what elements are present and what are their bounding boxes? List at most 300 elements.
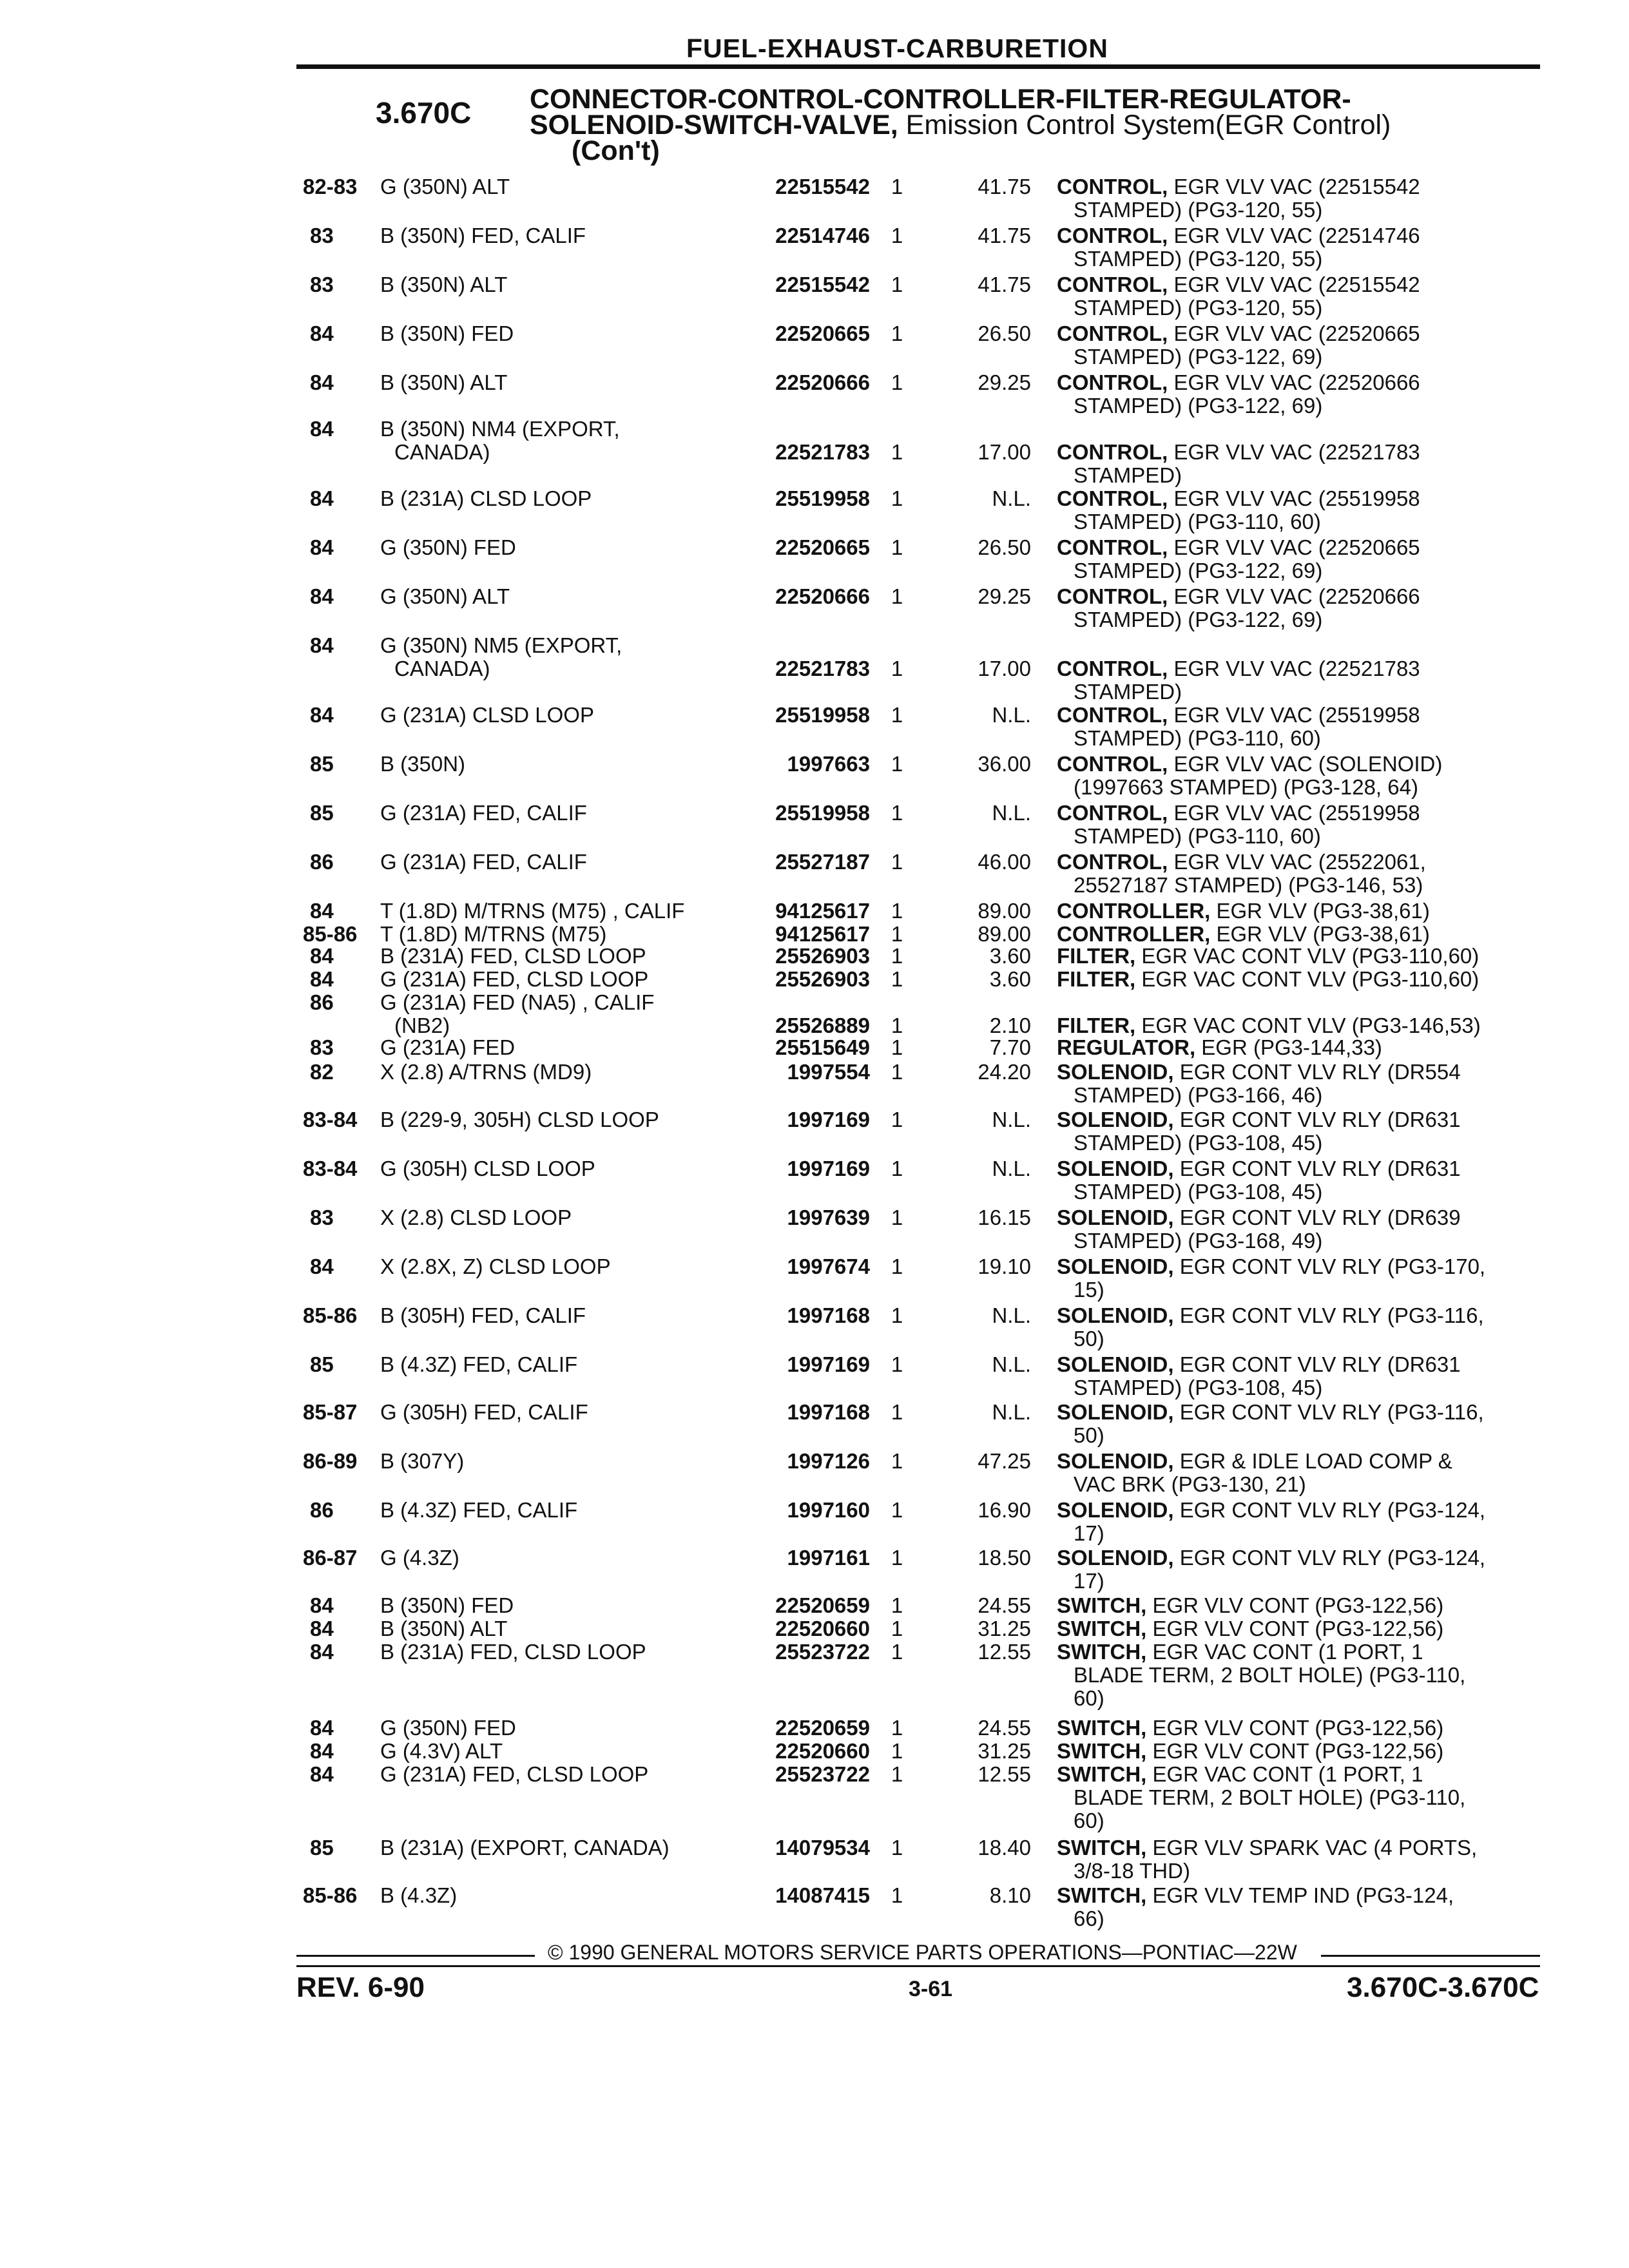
part-type: SOLENOID, (1057, 1206, 1174, 1229)
description-line1: EGR VLV TEMP IND (PG3-124, (1146, 1884, 1454, 1907)
quantity: 1 (891, 752, 903, 776)
part-type: CONTROL, (1057, 224, 1168, 247)
model-year: 83 (310, 224, 334, 247)
part-type: SOLENOID, (1057, 1061, 1174, 1084)
description-line1: EGR VAC CONT VLV (PG3-110,60) (1135, 968, 1480, 991)
part-type: SWITCH, (1057, 1763, 1147, 1786)
price: 12.55 (978, 1640, 1031, 1664)
price: 89.00 (978, 922, 1031, 946)
model-year: 84 (310, 1593, 334, 1617)
part-description (1057, 1836, 1534, 1883)
price: 19.10 (978, 1254, 1031, 1278)
model-usage (380, 1594, 715, 1617)
price: 29.25 (978, 370, 1031, 394)
quantity: 1 (891, 1498, 903, 1522)
part-number: 22520666 (775, 584, 870, 608)
price: 47.25 (978, 1449, 1031, 1473)
part-description (1057, 1740, 1534, 1763)
description-line1: EGR VLV VAC (25522061, (1168, 850, 1426, 874)
model-usage-line1: X (2.8) CLSD LOOP (380, 1206, 572, 1229)
page-number: 3-61 (909, 1977, 953, 2001)
part-description (1057, 1036, 1534, 1059)
model-usage-line1: G (350N) ALT (380, 175, 510, 198)
quantity: 1 (891, 1546, 903, 1570)
quantity: 1 (891, 922, 903, 946)
part-type: CONTROL, (1057, 487, 1168, 510)
part-number: 1997554 (787, 1060, 870, 1084)
quantity: 1 (891, 1836, 903, 1860)
model-year: 84 (310, 417, 334, 441)
model-usage (380, 1716, 715, 1740)
part-number: 22521783 (775, 440, 870, 464)
price: 26.50 (978, 322, 1031, 345)
model-usage (380, 1499, 715, 1522)
model-year: 85 (310, 752, 334, 776)
quantity: 1 (891, 1014, 903, 1037)
description-line2: 25527187 STAMPED) (PG3-146, 53) (1074, 873, 1423, 897)
part-description (1057, 1499, 1534, 1545)
part-number: 25526903 (775, 967, 870, 991)
price: 17.00 (978, 440, 1031, 464)
model-usage (380, 536, 715, 559)
part-number: 22520660 (775, 1739, 870, 1763)
part-description (1057, 753, 1534, 799)
quantity: 1 (891, 486, 903, 510)
price: 16.90 (978, 1498, 1031, 1522)
part-number: 14079534 (775, 1836, 870, 1860)
model-usage (380, 1304, 715, 1327)
part-number: 25519958 (775, 486, 870, 510)
model-year: 84 (310, 535, 334, 559)
part-type: SWITCH, (1057, 1884, 1147, 1907)
model-usage-line1: G (305H) CLSD LOOP (380, 1157, 595, 1180)
quantity: 1 (891, 1716, 903, 1740)
price: N.L. (992, 1400, 1031, 1424)
model-year: 85-87 (303, 1400, 358, 1424)
quantity: 1 (891, 1352, 903, 1376)
model-usage (380, 273, 715, 296)
part-number: 94125617 (775, 922, 870, 946)
description-line2: STAMPED) (PG3-122, 69) (1074, 559, 1323, 582)
part-description (1057, 1546, 1534, 1593)
part-type: SWITCH, (1057, 1594, 1147, 1617)
part-type: CONTROLLER, (1057, 923, 1211, 946)
price: 12.55 (978, 1762, 1031, 1786)
model-usage-line1: G (4.3Z) (380, 1546, 459, 1570)
model-usage-line1: G (305H) FED, CALIF (380, 1401, 588, 1424)
part-type: SWITCH, (1057, 1617, 1147, 1640)
copyright-notice: © 1990 GENERAL MOTORS SERVICE PARTS OPERATIONS—PONTIAC—22W (548, 1941, 1297, 1964)
price: N.L. (992, 1157, 1031, 1180)
section-title-line3: (Con't) (572, 135, 660, 166)
price: N.L. (992, 703, 1031, 727)
model-year: 84 (310, 370, 334, 394)
model-year: 84 (310, 1739, 334, 1763)
price: 41.75 (978, 224, 1031, 247)
quantity: 1 (891, 1303, 903, 1327)
model-year: 84 (310, 967, 334, 991)
price: 16.15 (978, 1206, 1031, 1229)
model-usage (380, 991, 715, 1037)
part-description (1057, 1108, 1534, 1155)
price: 7.70 (989, 1035, 1031, 1059)
part-number: 22520660 (775, 1617, 870, 1640)
part-description (1057, 923, 1534, 946)
part-type: CONTROL, (1057, 441, 1168, 464)
description-line1: EGR VLV CONT (PG3-122,56) (1146, 1716, 1444, 1740)
model-usage (380, 1836, 715, 1860)
part-number: 22520659 (775, 1716, 870, 1740)
model-year: 85-86 (303, 922, 358, 946)
model-usage (380, 1740, 715, 1763)
part-description (1057, 1450, 1534, 1496)
description-line2: STAMPED) (PG3-120, 55) (1074, 247, 1323, 271)
model-usage-line1: B (350N) ALT (380, 1617, 508, 1640)
part-number: 25519958 (775, 703, 870, 727)
part-number: 25515649 (775, 1035, 870, 1059)
model-usage (380, 634, 715, 680)
price: 41.75 (978, 175, 1031, 198)
description-line1: EGR CONT VLV RLY (DR639 (1173, 1206, 1461, 1229)
part-type: SWITCH, (1057, 1716, 1147, 1740)
part-number: 1997169 (787, 1157, 870, 1180)
price: N.L. (992, 486, 1031, 510)
part-number: 25519958 (775, 801, 870, 825)
part-number: 1997674 (787, 1254, 870, 1278)
part-description (1057, 1884, 1534, 1930)
part-description (1057, 441, 1534, 487)
part-type: CONTROLLER, (1057, 899, 1211, 923)
quantity: 1 (891, 440, 903, 464)
footer-divider-left (296, 1955, 535, 1957)
part-number: 22521783 (775, 657, 870, 680)
model-usage (380, 224, 715, 247)
quantity: 1 (891, 370, 903, 394)
quantity: 1 (891, 1739, 903, 1763)
model-usage-line1: B (231A) FED, CLSD LOOP (380, 1640, 646, 1664)
description-line2: VAC BRK (PG3-130, 21) (1074, 1472, 1306, 1496)
part-description (1057, 1617, 1534, 1640)
description-line2: STAMPED) (PG3-122, 69) (1074, 394, 1323, 418)
description-line1: EGR VLV CONT (PG3-122,56) (1146, 1740, 1444, 1763)
part-type: SWITCH, (1057, 1640, 1147, 1664)
model-usage-line2: CANADA) (394, 440, 490, 464)
description-line1: EGR VLV VAC (22515542 (1168, 273, 1420, 296)
description-line2: STAMPED) (PG3-110, 60) (1074, 726, 1321, 750)
part-type: FILTER, (1057, 968, 1136, 991)
quantity: 1 (891, 944, 903, 968)
footer-divider (296, 1965, 1540, 1967)
model-usage-line1: G (350N) FED (380, 536, 516, 559)
description-line1: EGR VLV VAC (22515542 (1168, 175, 1420, 198)
model-year: 85-86 (303, 1883, 358, 1907)
model-year: 85 (310, 1836, 334, 1860)
part-type: CONTROL, (1057, 850, 1168, 874)
description-line1: EGR VLV VAC (22521783 (1168, 441, 1420, 464)
model-usage-line1: G (4.3V) ALT (380, 1740, 503, 1763)
part-number: 22515542 (775, 273, 870, 296)
description-line1: EGR VLV (PG3-38,61) (1210, 923, 1430, 946)
model-usage (380, 1255, 715, 1278)
model-usage (380, 1640, 715, 1664)
model-year: 83-84 (303, 1157, 358, 1180)
price: 3.60 (989, 944, 1031, 968)
description-line2: STAMPED) (PG3-120, 55) (1074, 296, 1323, 320)
model-year: 84 (310, 486, 334, 510)
description-line1: EGR CONT VLV RLY (DR631 (1173, 1157, 1461, 1180)
model-usage (380, 1036, 715, 1059)
description-line1: EGR & IDLE LOAD COMP & (1173, 1450, 1452, 1473)
part-description (1057, 1157, 1534, 1204)
part-number: 94125617 (775, 899, 870, 923)
model-year: 83 (310, 1206, 334, 1229)
quantity: 1 (891, 322, 903, 345)
part-number: 1997160 (787, 1498, 870, 1522)
model-year: 83 (310, 273, 334, 296)
model-usage (380, 802, 715, 825)
quantity: 1 (891, 1060, 903, 1084)
description-line1: EGR VLV SPARK VAC (4 PORTS, (1146, 1836, 1478, 1860)
part-type: CONTROL, (1057, 322, 1168, 345)
description-line1: EGR CONT VLV RLY (PG3-124, (1173, 1499, 1486, 1522)
part-description (1057, 1401, 1534, 1447)
model-usage-line1: B (4.3Z) FED, CALIF (380, 1353, 578, 1376)
description-line1: EGR VLV CONT (PG3-122,56) (1146, 1594, 1444, 1617)
model-usage-line1: B (231A) (EXPORT, CANADA) (380, 1836, 670, 1860)
model-usage-line1: B (4.3Z) (380, 1884, 458, 1907)
quantity: 1 (891, 1254, 903, 1278)
model-usage-line1: G (231A) FED, CLSD LOOP (380, 1763, 649, 1786)
part-type: FILTER, (1057, 945, 1136, 968)
price: 18.40 (978, 1836, 1031, 1860)
price: 3.60 (989, 967, 1031, 991)
model-year: 86-87 (303, 1546, 358, 1570)
price: N.L. (992, 1303, 1031, 1327)
section-title-line1: CONNECTOR-CONTROL-CONTROLLER-FILTER-REGULATOR- (530, 84, 1351, 115)
part-description (1057, 273, 1534, 320)
model-year: 84 (310, 1762, 334, 1786)
description-line1: EGR VLV VAC (22520665 (1168, 322, 1420, 345)
part-description (1057, 704, 1534, 750)
part-type: CONTROL, (1057, 802, 1168, 825)
price: 24.20 (978, 1060, 1031, 1084)
description-line3: 60) (1074, 1686, 1104, 1710)
description-line2: STAMPED) (PG3-110, 60) (1074, 510, 1321, 533)
part-number: 22520665 (775, 322, 870, 345)
description-line2: 15) (1074, 1278, 1104, 1302)
price: N.L. (992, 1352, 1031, 1376)
quantity: 1 (891, 801, 903, 825)
price: 41.75 (978, 273, 1031, 296)
part-number: 22520665 (775, 535, 870, 559)
description-line2: STAMPED) (PG3-108, 45) (1074, 1180, 1323, 1204)
quantity: 1 (891, 584, 903, 608)
model-usage (380, 945, 715, 968)
part-description (1057, 1255, 1534, 1302)
description-line1: EGR VAC CONT VLV (PG3-146,53) (1135, 1014, 1481, 1037)
part-description (1057, 899, 1534, 923)
model-year: 86 (310, 990, 334, 1014)
model-usage-line1: T (1.8D) M/TRNS (M75) , CALIF (380, 899, 685, 923)
description-line2: STAMPED) (PG3-108, 45) (1074, 1376, 1323, 1399)
model-usage-line1: G (231A) FED, CALIF (380, 802, 587, 825)
price: 46.00 (978, 850, 1031, 874)
price: 36.00 (978, 752, 1031, 776)
model-year: 86-89 (303, 1449, 358, 1473)
model-usage (380, 371, 715, 394)
model-usage (380, 899, 715, 923)
price: 31.25 (978, 1739, 1031, 1763)
part-description (1057, 224, 1534, 271)
model-year: 84 (310, 944, 334, 968)
model-year: 86 (310, 1498, 334, 1522)
description-line1: EGR VLV VAC (22520666 (1168, 371, 1420, 394)
description-line1: EGR VLV VAC (SOLENOID) (1168, 753, 1443, 776)
part-description (1057, 1594, 1534, 1617)
description-line2: STAMPED) (PG3-166, 46) (1074, 1083, 1323, 1107)
model-usage (380, 1450, 715, 1473)
quantity: 1 (891, 1035, 903, 1059)
model-year: 84 (310, 1716, 334, 1740)
model-usage (380, 1617, 715, 1640)
model-usage-line1: G (231A) FED, CALIF (380, 850, 587, 874)
part-type: SOLENOID, (1057, 1304, 1174, 1327)
part-number: 1997169 (787, 1108, 870, 1131)
model-usage-line1: X (2.8) A/TRNS (MD9) (380, 1061, 592, 1084)
part-type: SOLENOID, (1057, 1108, 1174, 1131)
description-line2: BLADE TERM, 2 BOLT HOLE) (PG3-110, (1074, 1663, 1466, 1687)
part-type: SWITCH, (1057, 1836, 1147, 1860)
part-description (1057, 585, 1534, 631)
model-year: 85 (310, 801, 334, 825)
description-line2: 50) (1074, 1423, 1104, 1447)
model-year: 84 (310, 1254, 334, 1278)
price: 31.25 (978, 1617, 1031, 1640)
model-usage-line1: B (4.3Z) FED, CALIF (380, 1499, 578, 1522)
description-line1: EGR VLV CONT (PG3-122,56) (1146, 1617, 1444, 1640)
description-line2: BLADE TERM, 2 BOLT HOLE) (PG3-110, (1074, 1785, 1466, 1809)
part-type: REGULATOR, (1057, 1036, 1196, 1059)
part-type: CONTROL, (1057, 704, 1168, 727)
part-type: CONTROL, (1057, 175, 1168, 198)
quantity: 1 (891, 850, 903, 874)
model-year: 84 (310, 633, 334, 657)
description-line1: EGR CONT VLV RLY (DR631 (1173, 1108, 1461, 1131)
part-description (1057, 536, 1534, 582)
part-number: 1997161 (787, 1546, 870, 1570)
model-usage (380, 753, 715, 776)
part-type: CONTROL, (1057, 273, 1168, 296)
quantity: 1 (891, 535, 903, 559)
description-line1: EGR VAC CONT VLV (PG3-110,60) (1135, 945, 1480, 968)
part-description (1057, 1014, 1534, 1037)
model-year: 86 (310, 850, 334, 874)
description-line1: EGR VLV VAC (25519958 (1168, 487, 1420, 510)
description-line1: EGR VAC CONT (1 PORT, 1 (1146, 1763, 1423, 1786)
description-line2: STAMPED) (PG3-110, 60) (1074, 824, 1321, 848)
description-line1: EGR CONT VLV RLY (DR554 (1173, 1061, 1461, 1084)
model-year: 84 (310, 899, 334, 923)
model-usage-line1: G (350N) ALT (380, 585, 510, 608)
model-usage-line1: B (350N) FED (380, 1594, 514, 1617)
model-usage (380, 1157, 715, 1180)
part-number: 22520666 (775, 370, 870, 394)
description-line2: 66) (1074, 1907, 1104, 1930)
quantity: 1 (891, 1593, 903, 1617)
model-year: 84 (310, 1640, 334, 1664)
quantity: 1 (891, 1762, 903, 1786)
part-description (1057, 1061, 1534, 1107)
part-type: FILTER, (1057, 1014, 1136, 1037)
model-year: 85-86 (303, 1303, 358, 1327)
model-usage (380, 175, 715, 198)
footer-divider-right (1321, 1955, 1540, 1957)
quantity: 1 (891, 1108, 903, 1131)
model-usage (380, 1884, 715, 1907)
revision-label: REV. 6-90 (296, 1972, 425, 2003)
part-number: 1997126 (787, 1449, 870, 1473)
quantity: 1 (891, 657, 903, 680)
model-usage-line1: G (350N) NM5 (EXPORT, (380, 634, 622, 657)
part-description (1057, 850, 1534, 897)
part-type: SOLENOID, (1057, 1546, 1174, 1570)
model-year: 83 (310, 1035, 334, 1059)
price: 2.10 (989, 1014, 1031, 1037)
model-usage (380, 923, 715, 946)
quantity: 1 (891, 1206, 903, 1229)
model-usage (380, 1546, 715, 1570)
part-number: 22514746 (775, 224, 870, 247)
quantity: 1 (891, 273, 903, 296)
description-line2: 17) (1074, 1569, 1104, 1593)
model-usage-line1: B (350N) ALT (380, 371, 508, 394)
part-description (1057, 1206, 1534, 1253)
part-type: SWITCH, (1057, 1740, 1147, 1763)
part-number: 25526889 (775, 1014, 870, 1037)
quantity: 1 (891, 967, 903, 991)
description-line1: EGR VLV VAC (22521783 (1168, 657, 1420, 680)
model-usage (380, 1401, 715, 1424)
description-line1: EGR VLV VAC (25519958 (1168, 802, 1420, 825)
part-description (1057, 1304, 1534, 1350)
part-description (1057, 657, 1534, 704)
part-number: 25527187 (775, 850, 870, 874)
part-number: 1997168 (787, 1400, 870, 1424)
model-usage-line1: G (350N) FED (380, 1716, 516, 1740)
description-line1: EGR VAC CONT (1 PORT, 1 (1146, 1640, 1423, 1664)
part-description (1057, 1763, 1534, 1832)
model-usage-line1: B (231A) CLSD LOOP (380, 487, 592, 510)
model-year: 82 (310, 1060, 334, 1084)
model-usage (380, 322, 715, 345)
part-number: 22520659 (775, 1593, 870, 1617)
model-usage (380, 585, 715, 608)
part-type: SOLENOID, (1057, 1450, 1174, 1473)
model-usage (380, 418, 715, 464)
description-line2: STAMPED) (PG3-120, 55) (1074, 198, 1323, 222)
model-usage-line1: B (350N) ALT (380, 273, 508, 296)
part-description (1057, 968, 1534, 991)
quantity: 1 (891, 175, 903, 198)
model-usage-line1: B (229-9, 305H) CLSD LOOP (380, 1108, 659, 1131)
part-type: CONTROL, (1057, 657, 1168, 680)
description-line2: STAMPED) (PG3-122, 69) (1074, 345, 1323, 369)
description-line2: STAMPED) (PG3-122, 69) (1074, 608, 1323, 631)
part-description (1057, 322, 1534, 369)
part-number: 1997168 (787, 1303, 870, 1327)
description-line2: STAMPED) (1074, 463, 1182, 487)
description-line3: 60) (1074, 1809, 1104, 1832)
